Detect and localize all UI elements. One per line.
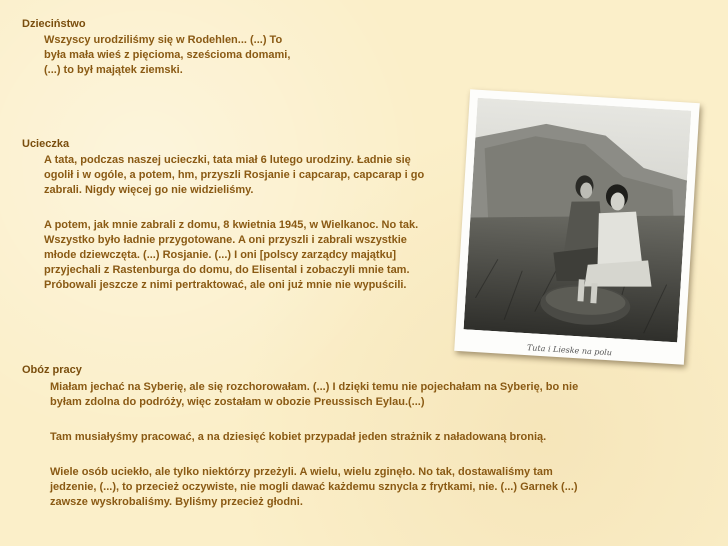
photo-two-women-in-field [464, 98, 692, 343]
photo-frame [454, 89, 700, 365]
camp-text-3: Wiele osób uciekło, ale tylko niektórzy przeżyli. A wielu, wielu zginęło. No tak, dostawaliśmy tam jedzenie, (...), to przecież oczywiste, nie mogli dawać każdemu sznycla z frytkami, nie. (...) Garnek (...) zawsze wyskrobaliśmy. Byliśmy przecież głodni. [50, 466, 578, 508]
photo-caption: Tuta i Lieske na polu [526, 343, 613, 358]
camp-text-1: Miałam jechać na Syberię, ale się rozchorowałam. (...) I dzięki temu nie pojechałam na Syberię, bo nie byłam zdolna do podróży, więc zostałam w obozie Preussisch Eylau.(...) [50, 381, 579, 408]
childhood-heading: Dzieciństwo [22, 18, 86, 30]
camp-heading: Obóz pracy [22, 364, 82, 376]
camp-text-2: Tam musiałyśmy pracować, a na dziesięć kobiet przypadał jeden strażnik z naładowaną bronią. [50, 431, 547, 443]
childhood-text: Wszyscy urodziliśmy się w Rodehlen... (...) To była mała wieś z pięcioma, sześcioma domami, (...) to był majątek ziemski. [44, 34, 291, 76]
escape-text-1: A tata, podczas naszej ucieczki, tata miał 6 lutego urodziny. Ładnie się ogolił i w ogóle, a potem, hm, przyszli Rosjanie i capcarap, capcarap i go zabrali. Nigdy więcej go nie widzieliśmy. [44, 154, 425, 196]
escape-heading: Ucieczka [22, 138, 70, 150]
photo-image [464, 98, 692, 343]
escape-text-2: A potem, jak mnie zabrali z domu, 8 kwietnia 1945, w Wielkanoc. No tak. Wszystko było ładnie przygotowane. A oni przyszli i zabrali wszystkie młode dziewczęta. (...) Rosjanie. (...) I oni [polscy zarządcy majątku] przyjechali z Rastenburga do domu, do Elisental i zobaczyli mnie tam. Próbowali jeszcze z nimi pertraktować, ale oni już mnie nie wypuścili. [44, 219, 419, 291]
